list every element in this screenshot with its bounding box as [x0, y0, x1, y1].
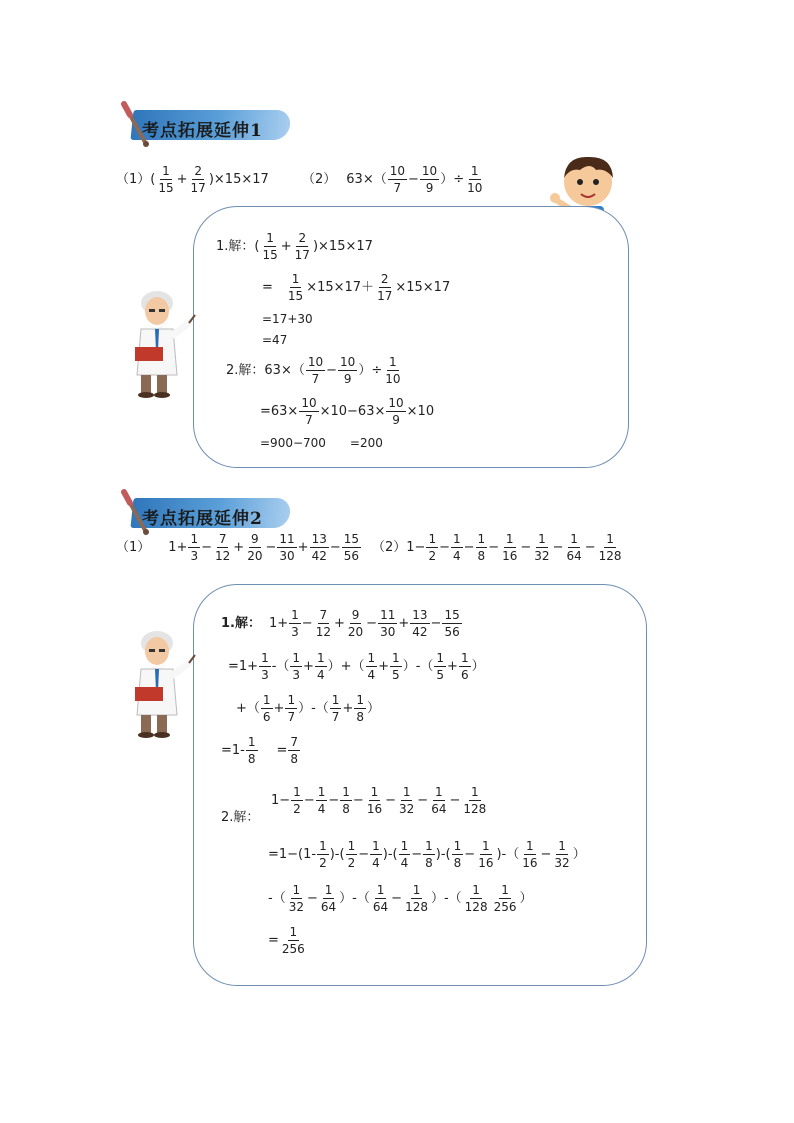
solution-label: 2.解：: [221, 810, 260, 825]
problem-label: （1）: [116, 172, 151, 187]
professor-character-icon: [127, 625, 197, 743]
s2-sol1-line1: 1.解： 1+ $\frac{1}{3}$ − $\frac{7}{12}$ + $\frac{9}{20}$ − $\frac{11}{30}$ + $\frac{13}{42}$ − $\frac{15}{56}$: [221, 608, 460, 639]
section2-problem2: （2） 1− $\frac{1}{2}$ − $\frac{1}{4}$ − $\frac{1}{8}$ − $\frac{1}{16}$ − $\frac{1}{32}$ − $\frac{1}{64}$ − $\frac{1}{128}$: [372, 532, 622, 563]
s2-sol1-line3: +（ 1 6 + $\frac{1}{7}$ ）-（ 1 7 + $\frac{1}{8}$ ）: [236, 693, 380, 724]
s2-sol1-line4: =1- 1 8 = $\frac{7}{8}$: [221, 735, 299, 766]
s2-sol2-line1: 1− $\frac{1}{2}$ − $\frac{1}{4}$ − $\frac{1}{8}$ − $\frac{1}{16}$ − $\frac{1}{32}$ − $\frac{1}{64}$ − $\frac{1}{128}$: [271, 785, 487, 816]
s1-sol2-line1: 2.解： 63×（ 10 7 − $\frac{10}{9}$ ）÷ $\frac{1}{10}$: [226, 355, 401, 386]
section1-title: 考点拓展延伸1: [142, 121, 263, 141]
section2-problem1: （1） 1+ $\frac{1}{3}$ − $\frac{7}{12}$ + $\frac{9}{20}$ − $\frac{11}{30}$ + $\frac{13}{42}$ − $\frac{15}{56}$: [116, 532, 360, 563]
s2-sol1-line2: =1+ $\frac{1}{3}$ -（ 1 3 + $\frac{1}{4}$ ）+（ 1 4 + $\frac{1}{5}$ ）-（ 1 5 + $\frac{1}{6}$ ）: [228, 651, 485, 682]
s1-sol1-line1: 1.解： ( 1 15 + $\frac{2}{17}$ )×15×17: [216, 231, 373, 262]
s1-sol1-line3: =17+30: [262, 312, 313, 326]
section1-problem1: （1） ( 1 15 + $\frac{2}{17}$ )×15×17: [116, 164, 269, 195]
section2-solution-box: [193, 584, 647, 986]
s1-sol2-line2: =63× $\frac{10}{7}$ ×10−63× $\frac{10}{9}$ ×10: [260, 396, 435, 427]
s2-sol2-line3: -（ 1 32 − $\frac{1}{64}$ ）-（ 1 64 − $\frac{1}{128}$ ）-（ 1 128 1 256 ）: [268, 883, 533, 914]
problem-label: （2）: [372, 540, 407, 555]
section1-problem2: （2） 63×（ 10 7 − $\frac{10}{9}$ ）÷ $\frac{1}{10}$: [302, 164, 483, 195]
problem-label: （1）: [116, 540, 151, 555]
s2-sol2-label: [221, 811, 259, 824]
s1-sol1-line2: = $\frac{1}{15}$ ×15×17＋ $\frac{2}{17}$ ×15×17: [262, 272, 451, 303]
solution-label: 1.解：: [221, 616, 261, 631]
s2-sol2-line2: =1−(1- 1 2 )-( 1 2 − $\frac{1}{4}$ )-( 1 4 − $\frac{1}{8}$ )-( 1 8 − $\frac{1}{16}$ )-（ 1 16 − $\frac{1}{32}$ ）: [268, 839, 586, 870]
section2-banner: [116, 496, 306, 532]
s2-sol2-line4: = $\frac{1}{256}$: [268, 925, 305, 956]
s1-sol1-line4: =47: [262, 333, 288, 347]
solution-label: 2.解：: [226, 363, 265, 378]
professor-character-icon: [127, 285, 197, 403]
section2-title: 考点拓展延伸2: [142, 509, 263, 529]
section1-banner: [116, 108, 306, 144]
problem-label: （2）: [302, 172, 337, 187]
solution-label: 1.解：: [216, 239, 255, 254]
s1-sol2-line3: =900−700 =200: [260, 436, 383, 450]
